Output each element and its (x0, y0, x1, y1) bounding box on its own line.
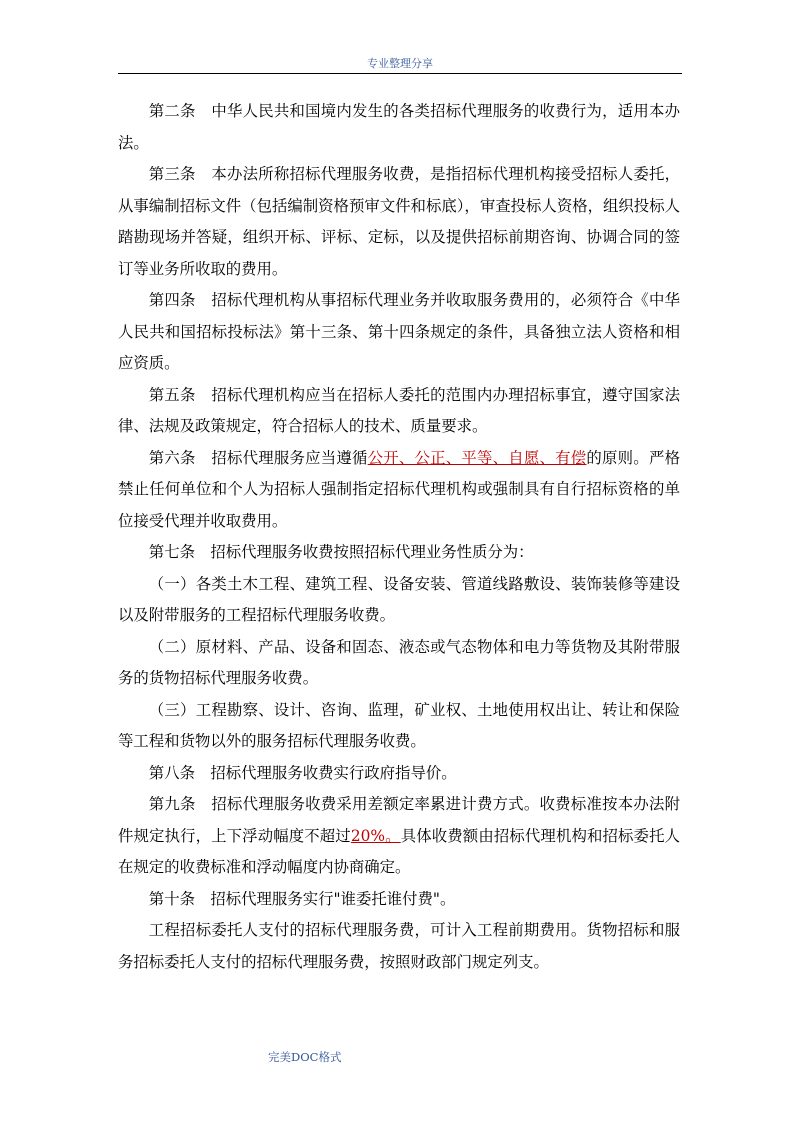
header-divider (118, 73, 682, 74)
article-7-item-3: （三）工程勘察、设计、咨询、监理，矿业权、土地使用权出让、转让和保险等工程和货物以外的服务招标代理服务收费。 (118, 700, 680, 750)
page-footer: 完美DOC格式 (268, 1050, 342, 1064)
article-3: 第三条 本办法所称招标代理服务收费，是指招标代理机构接受招标人委托，从事编制招标文件（包括编制资格预审文件和标底），审查投标人资格，组织投标人踏勘现场并答疑，组织开标、评标、定标，以及提供招标前期咨询、协调合同的签订等业务所收取的费用。 (118, 165, 680, 278)
article-2: 第二条 中华人民共和国境内发生的各类招标代理服务的收费行为，适用本办法。 (118, 102, 680, 152)
article-6-rest: 的原则。严格禁止任何单位和个人为招标人强制指定招标代理机构或强制具有自行招标资格的单位接受代理并收取费用。 (118, 448, 680, 530)
article-7-item-2: （二）原材料、产品、设备和固态、液态或气态物体和电力等货物及其附带服务的货物招标代理服务收费。 (118, 637, 680, 687)
article-7: 第七条 招标代理服务收费按照招标代理业务性质分为： (148, 543, 534, 561)
article-9-rest: 具体收费额由招标代理机构和招标委托人在规定的收费标准和浮动幅度内协商确定。 (118, 826, 680, 876)
article-4: 第四条 招标代理机构从事招标代理业务并收取服务费用的，必须符合《中华人民共和国招标投标法》第十三条、第十四条规定的条件，具备独立法人资格和相应资质。 (118, 291, 680, 372)
article-8: 第八条 招标代理服务收费实行政府指导价。 (148, 763, 457, 782)
article-6-lead: 第六条 招标代理服务应当遵循 (148, 448, 368, 467)
article-10-payment-note: 工程招标委托人支付的招标代理服务费，可计入工程前期费用。货物招标和服务招标委托人支付的招标代理服务费，按照财政部门规定列支。 (118, 921, 680, 971)
article-7-item-1: （一）各类土木工程、建筑工程、设备安装、管道线路敷设、装饰装修等建设以及附带服务的工程招标代理服务收费。 (118, 574, 680, 624)
page-header: 专业整理分享 (367, 57, 433, 70)
document-body (118, 96, 680, 978)
article-10: 第十条 招标代理服务实行"谁委托谁付费"。 (148, 889, 456, 908)
article-9-rate-highlight: 20%。 (350, 826, 401, 845)
article-6 (118, 443, 680, 538)
article-9 (118, 789, 680, 884)
article-6-principles-highlight: 公开、公正、平等、自愿、有偿 (367, 448, 587, 467)
article-5: 第五条 招标代理机构应当在招标人委托的范围内办理招标事宜，遵守国家法律、法规及政策规定，符合招标人的技术、质量要求。 (118, 385, 680, 435)
article-9-lead: 第九条 招标代理服务收费采用差额定率累进计费方式。收费标准按本办法附件规定执行，上下浮动幅度不超过 (118, 795, 680, 845)
